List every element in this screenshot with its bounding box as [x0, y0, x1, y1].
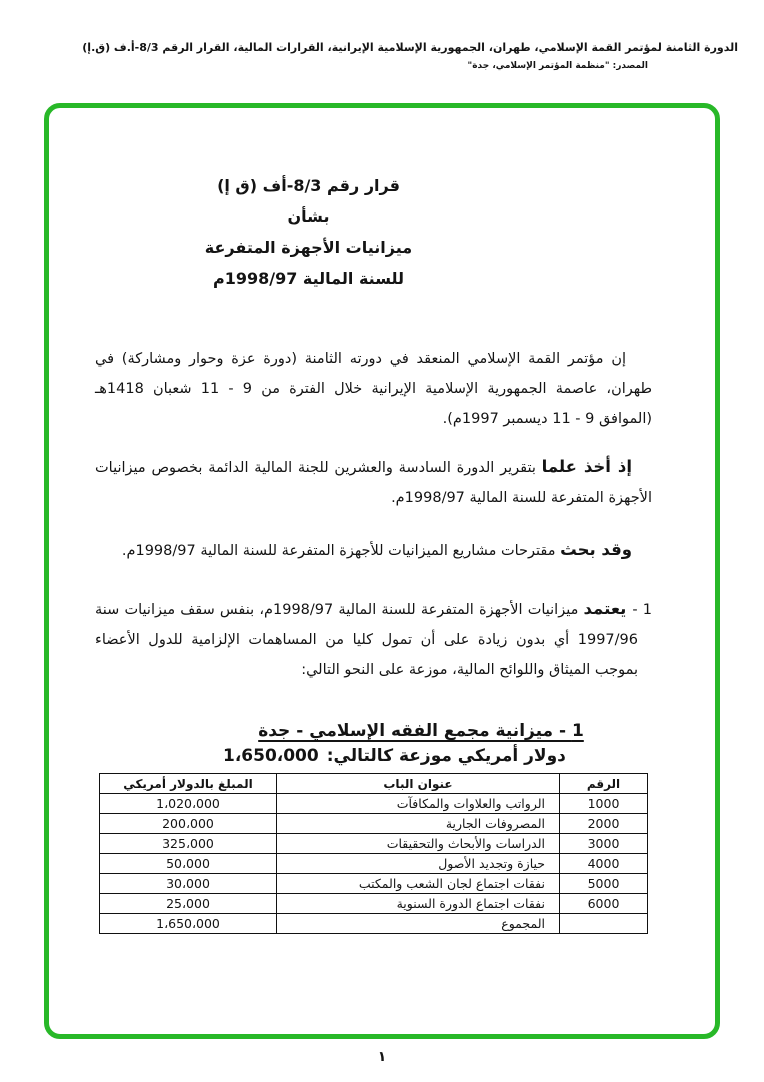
green-border-frame	[44, 103, 720, 1039]
table-header-row	[100, 774, 648, 794]
total-amount-line	[223, 746, 652, 766]
cell-amount: 1،650،000	[100, 914, 277, 934]
cell-code: 1000	[560, 794, 648, 814]
noting-lead: إذ أخذ علما	[541, 457, 632, 476]
cell-amount: 1،020،000	[100, 794, 277, 814]
examined-text: مقترحات مشاريع الميزانيات للأجهزة المتفرعة للسنة المالية 1998/97م.	[121, 543, 561, 559]
section-heading: 1 - ميزانية مجمع الفقه الإسلامي - جدة	[258, 721, 584, 741]
page-number: ١	[377, 1049, 387, 1065]
cell-amount: 200،000	[100, 814, 277, 834]
operative-item-1	[95, 594, 652, 685]
cell-item: المصروفات الجارية	[277, 814, 560, 834]
cell-code: 5000	[560, 874, 648, 894]
document-header-line: الدورة الثامنة لمؤتمر القمة الإسلامي، طهران، الجمهورية الإسلامية الإيرانية، القرارات المالية، القرار الرقم 8/3-أ.ف (ق.إ)	[82, 41, 738, 54]
table-row	[100, 794, 648, 814]
resolution-regarding-line: بشأن	[287, 207, 330, 226]
cell-code: 3000	[560, 834, 648, 854]
resolution-subject-line: ميزانيات الأجهزة المتفرعة	[204, 238, 413, 257]
total-amount-caption: دولار أمريكي موزعة كالتالي:	[326, 746, 566, 766]
resolution-title-block	[95, 170, 652, 294]
cell-item: الرواتب والعلاوات والمكافآت	[277, 794, 560, 814]
cell-amount: 25،000	[100, 894, 277, 914]
item-number: 1 -	[632, 602, 652, 618]
table-row	[100, 894, 648, 914]
cell-code: 2000	[560, 814, 648, 834]
noting-paragraph	[95, 452, 652, 513]
cell-amount: 325،000	[100, 834, 277, 854]
noting-text: بتقرير الدورة السادسة والعشرين للجنة المالية الدائمة بخصوص ميزانيات الأجهزة المتفرعة للسنة المالية 1998/97م.	[95, 460, 652, 506]
table-row	[100, 914, 648, 934]
table-row	[100, 854, 648, 874]
document-source-line: المصدر: "منظمة المؤتمر الإسلامي، جدة"	[467, 61, 648, 71]
table-row	[100, 874, 648, 894]
cell-item: حيازة وتجديد الأصول	[277, 854, 560, 874]
budget-table-body	[100, 794, 648, 934]
cell-code: 6000	[560, 894, 648, 914]
resolution-number-line: قرار رقم 8/3-أف (ق إ)	[217, 176, 400, 195]
examined-lead: وقد بحث	[560, 540, 632, 559]
cell-item: الدراسات والأبحاث والتحقيقات	[277, 834, 560, 854]
table-row	[100, 814, 648, 834]
resolution-fiscal-year-line: للسنة المالية 1998/97م	[212, 269, 405, 288]
item-text: ميزانيات الأجهزة المتفرعة للسنة المالية 1998/97م، بنفس سقف ميزانيات سنة 1997/96 أي بدون زيادة على أن تمول كليا من المساهمات الإلزامية للدول الأعضاء بموجب الميثاق واللوائح المالية، موزعة على النحو التالي:	[95, 602, 638, 678]
examined-paragraph	[95, 535, 652, 566]
column-header-code: الرقم	[560, 774, 648, 794]
total-amount: 1،650،000	[223, 746, 319, 766]
budget-table	[99, 773, 648, 934]
column-header-item: عنوان الباب	[277, 774, 560, 794]
column-header-amount: المبلغ بالدولار أمريكي	[100, 774, 277, 794]
document-content	[49, 108, 715, 1034]
preamble-paragraph: إن مؤتمر القمة الإسلامي المنعقد في دورته الثامنة (دورة عزة وحوار ومشاركة) في طهران، عاصمة الجمهورية الإسلامية الإيرانية خلال الفترة من 9 - 11 شعبان 1418هـ (الموافق 9 - 11 ديسمبر 1997م).	[95, 351, 652, 427]
cell-item: نفقات اجتماع الدورة السنوية	[277, 894, 560, 914]
cell-amount: 30،000	[100, 874, 277, 894]
approves-lead: يعتمد	[583, 599, 627, 618]
cell-amount: 50،000	[100, 854, 277, 874]
table-row	[100, 834, 648, 854]
cell-code: 4000	[560, 854, 648, 874]
cell-item: المجموع	[277, 914, 560, 934]
cell-code	[560, 914, 648, 934]
cell-item: نفقات اجتماع لجان الشعب والمكتب	[277, 874, 560, 894]
